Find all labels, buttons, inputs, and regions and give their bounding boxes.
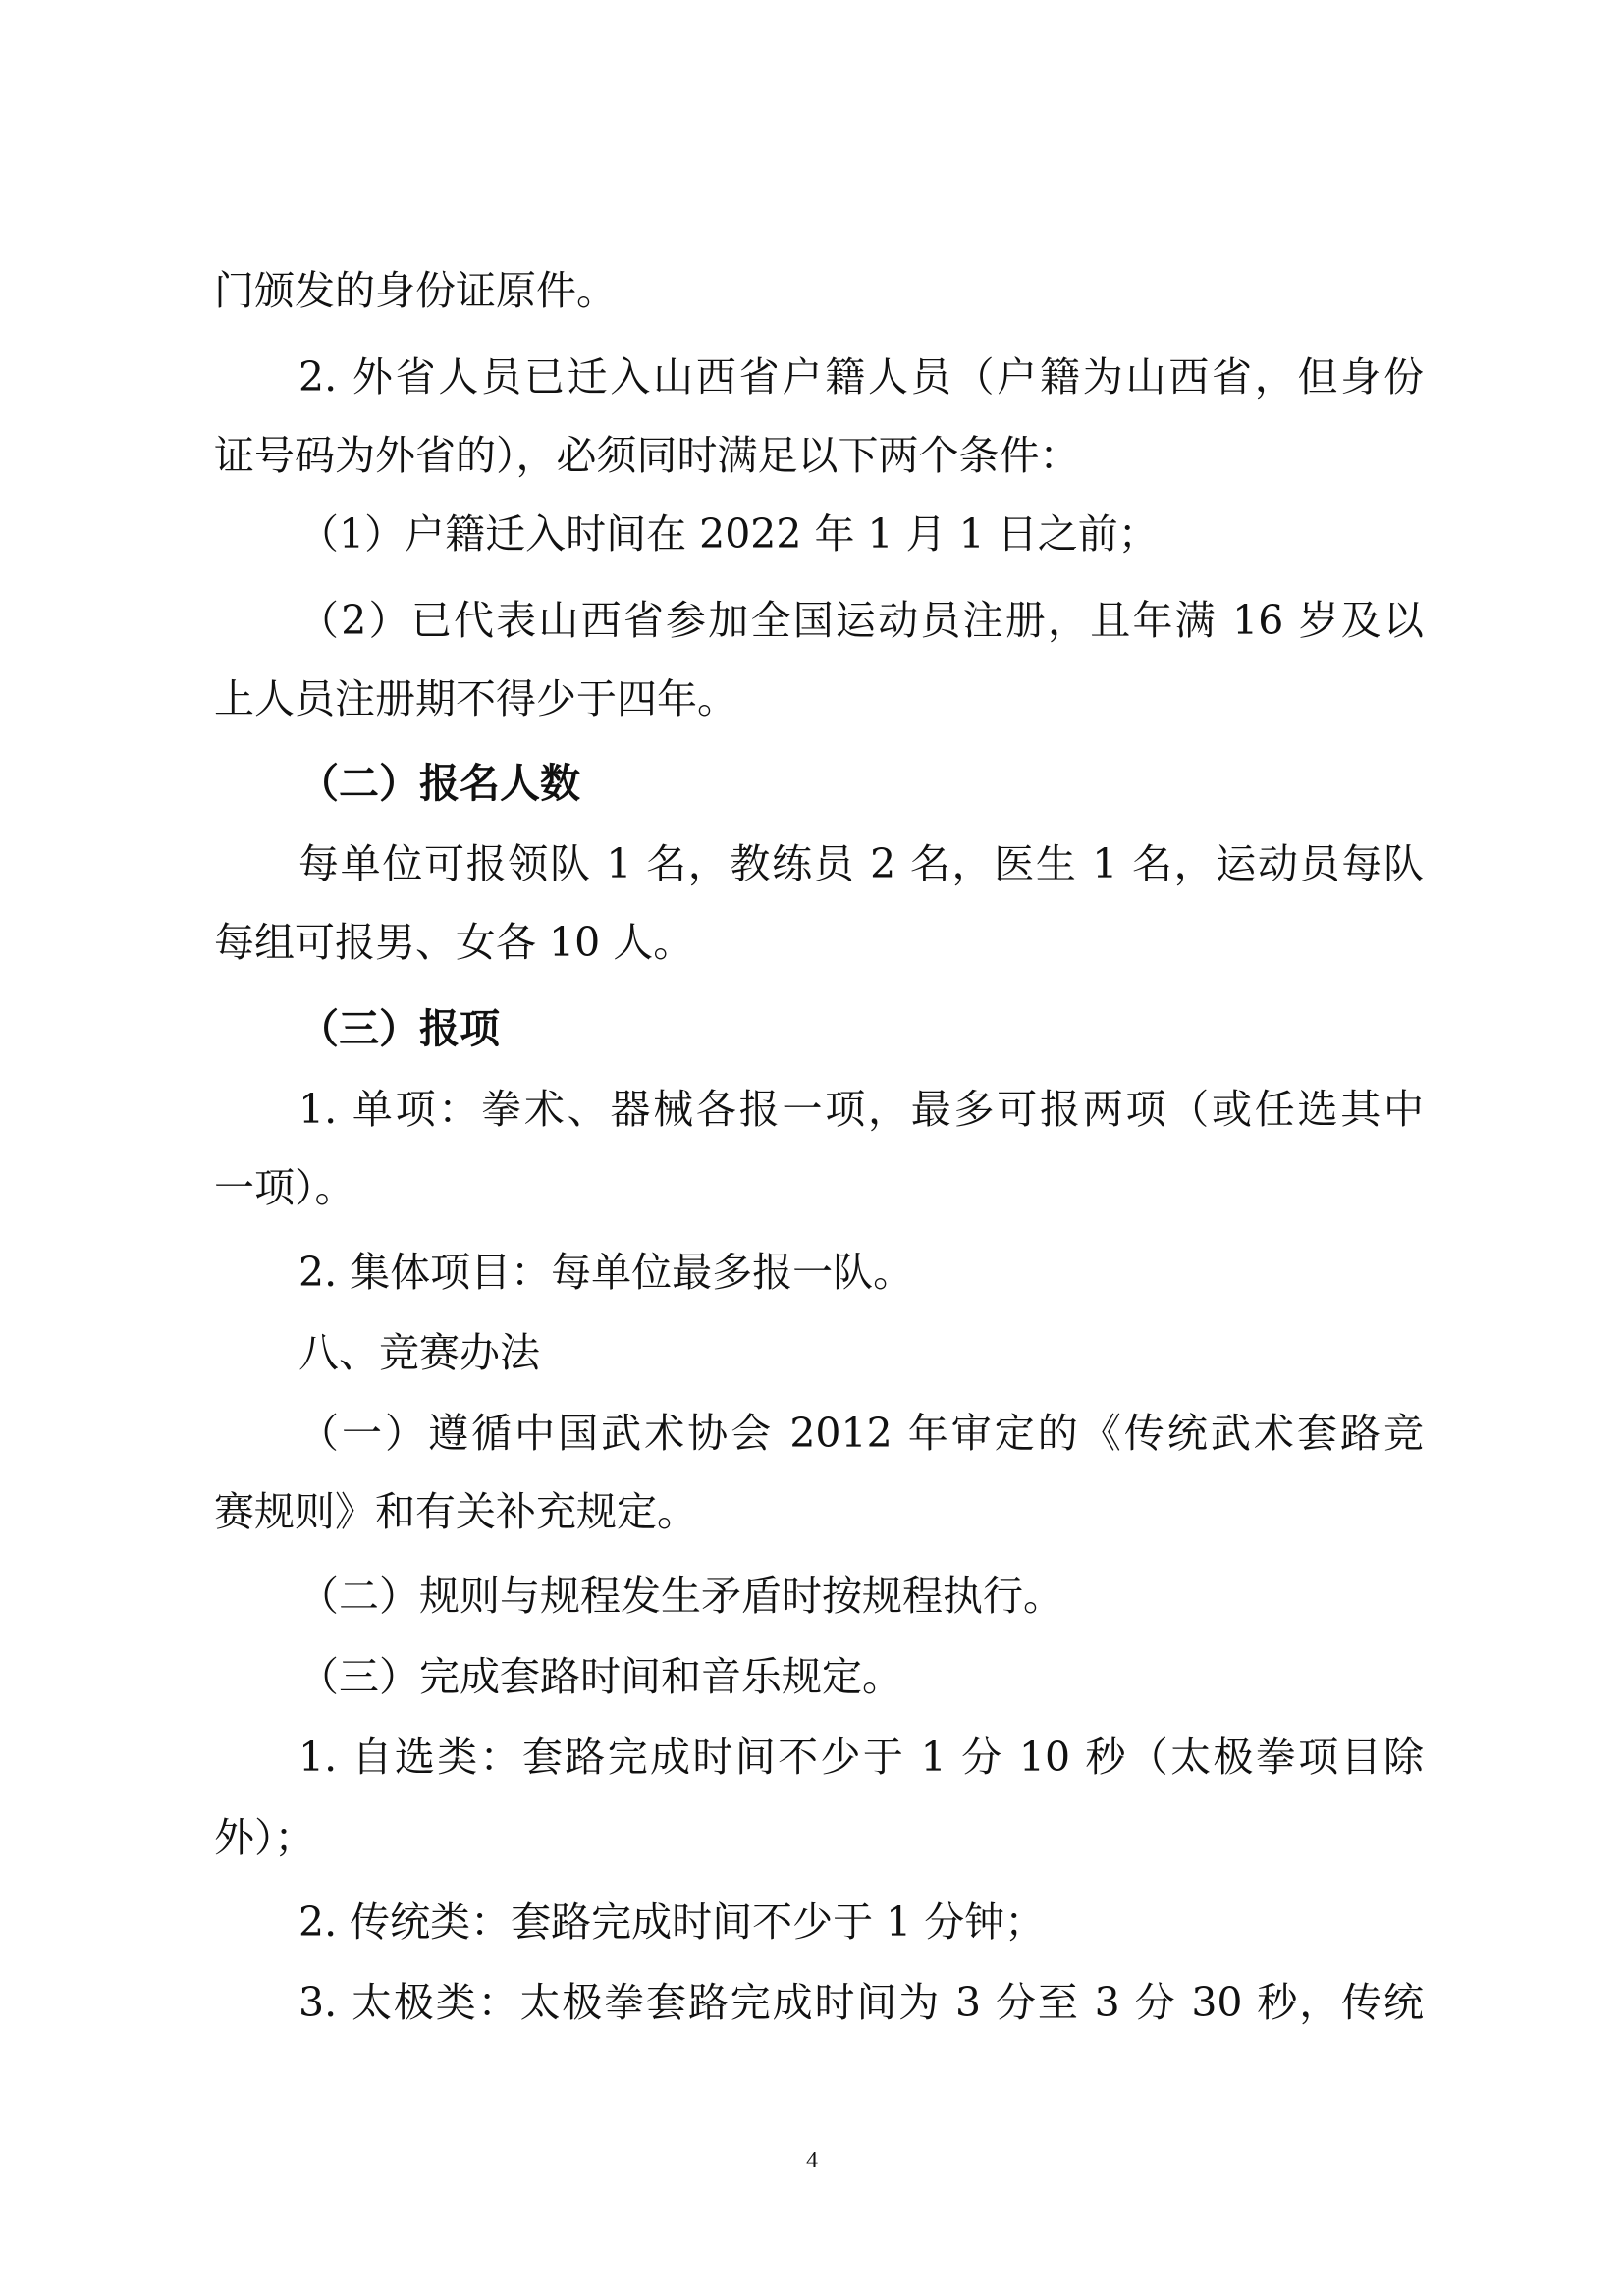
- list-item: 3. 太极类：太极拳套路完成时间为 3 分至 3 分 30 秒，传统: [298, 1979, 1424, 2026]
- list-item: （一）遵循中国武术协会 2012 年审定的《传统武术套路竞: [298, 1410, 1424, 1457]
- paragraph-line: 2. 外省人员已迁入山西省户籍人员（户籍为山西省，但身份: [298, 353, 1424, 400]
- list-item: 1. 单项：拳术、器械各报一项，最多可报两项（或任选其中: [298, 1086, 1424, 1133]
- paragraph-line: 外）；: [214, 1814, 315, 1861]
- chapter-heading: 八、竞赛办法: [298, 1329, 540, 1376]
- paragraph-line: 赛规则》和有关补充规定。: [214, 1488, 697, 1535]
- list-item: 2. 传统类：套路完成时间不少于 1 分钟；: [298, 1898, 1046, 1946]
- section-heading: （二）报名人数: [298, 760, 580, 807]
- paragraph-line: 证号码为外省的），必须同时满足以下两个条件：: [214, 432, 1080, 479]
- list-item: 2. 集体项目：每单位最多报一队。: [298, 1249, 914, 1296]
- paragraph-line: 上人员注册期不得少于四年。: [214, 675, 737, 722]
- paragraph-line: 每组可报男、女各 10 人。: [214, 919, 694, 966]
- paragraph-line: 门颁发的身份证原件。: [214, 267, 617, 314]
- list-item: （2）已代表山西省参加全国运动员注册，且年满 16 岁及以: [298, 597, 1424, 644]
- paragraph-line: 每单位可报领队 1 名，教练员 2 名，医生 1 名，运动员每队: [298, 840, 1424, 887]
- paragraph-line: 一项）。: [214, 1164, 355, 1211]
- list-item: 1. 自选类：套路完成时间不少于 1 分 10 秒（太极拳项目除: [298, 1734, 1424, 1781]
- list-item: （三）完成套路时间和音乐规定。: [298, 1653, 902, 1700]
- list-item: （二）规则与规程发生矛盾时按规程执行。: [298, 1573, 1063, 1620]
- section-heading: （三）报项: [298, 1005, 500, 1052]
- page-number: 4: [806, 2148, 818, 2173]
- list-item: （1）户籍迁入时间在 2022 年 1 月 1 日之前；: [298, 510, 1159, 558]
